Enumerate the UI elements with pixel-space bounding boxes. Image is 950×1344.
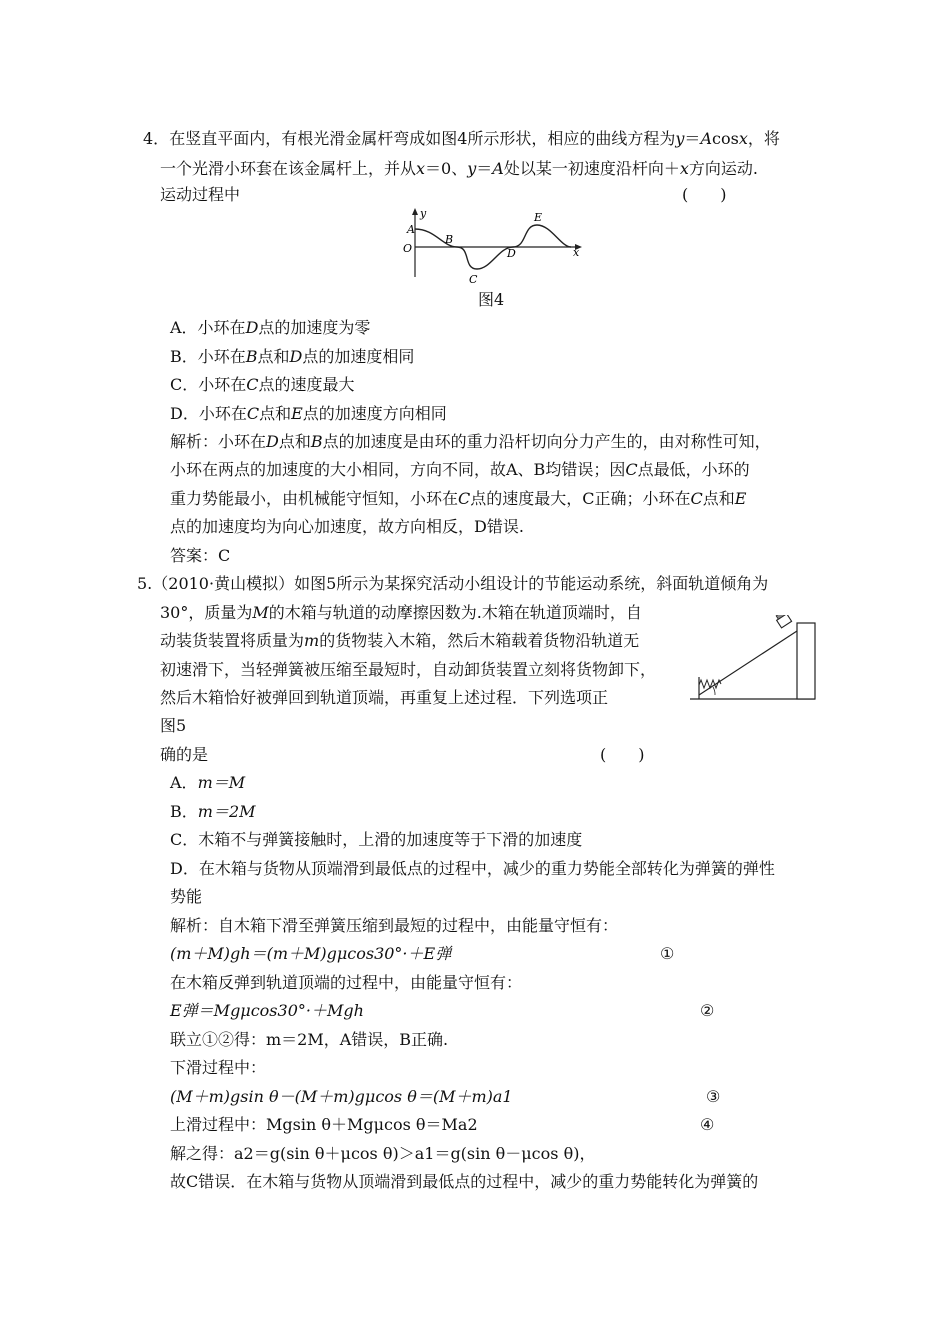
q5-option-b: B．m＝2M [170, 802, 256, 821]
label-E: E [534, 211, 543, 224]
q4-option-a: A．小环在D点的加速度为零 [170, 318, 371, 337]
label-O: O [403, 242, 413, 255]
q5-analysis-line-1: 解析：自木箱下滑至弹簧压缩到最短的过程中，由能量守恒有： [170, 916, 619, 935]
q5-equation-4-number: ④ [700, 1115, 715, 1134]
q5-equation-3: (M＋m)gsin θ－(M＋m)gμcos θ＝(M＋m)a1 [170, 1087, 513, 1106]
q5-equation-2-number: ② [700, 1001, 715, 1020]
label-C: C [469, 273, 478, 285]
figure-5-caption: 图5 [160, 716, 187, 735]
q5-line-7: 确的是 [160, 745, 209, 764]
q4-analysis-line-3: 重力势能最小，由机械能守恒知，小环在C点的速度最大，C正确；小环在C点和E [170, 489, 747, 508]
q5-line-5: 然后木箱恰好被弹回到轨道顶端，再重复上述过程．下列选项正 [160, 688, 609, 707]
q5-line-1: 5.（2010·黄山模拟）如图5所示为某探究活动小组设计的节能运动系统，斜面轨道倾角为 [137, 574, 769, 593]
q5-option-a: A．m＝M [170, 773, 246, 792]
q5-line-4: 初速滑下，当轻弹簧被压缩至最短时，自动卸货装置立刻将货物卸下， [160, 660, 657, 679]
q4-answer: 答案：C [170, 546, 231, 565]
q5-equation-1: (m＋M)gh＝(m＋M)gμcos30°·＋E弹 [170, 944, 452, 963]
label-x: x [573, 246, 580, 259]
q4-answer-bracket: ( ) [682, 185, 727, 204]
q5-equation-3-number: ③ [706, 1087, 721, 1106]
q5-analysis-line-4: 下滑过程中： [170, 1058, 267, 1077]
label-y: y [420, 207, 427, 220]
angle-arc [713, 687, 715, 695]
q5-equation-1-number: ① [660, 944, 675, 963]
incline-surface [699, 631, 797, 695]
figure-4-cosine-curve [395, 205, 585, 285]
q5-line-2: 30°，质量为M的木箱与轨道的动摩擦因数为.木箱在轨道顶端时，自 [160, 603, 642, 622]
q5-analysis-line-2: 在木箱反弹到轨道顶端的过程中，由能量守恒有： [170, 973, 523, 992]
q4-analysis-line-2: 小环在两点的加速度的大小相同，方向不同，故A、B均错误；因C点最低，小环的 [170, 460, 750, 479]
q4-analysis-line-4: 点的加速度均为向心加速度，故方向相反，D错误. [170, 517, 524, 536]
q4-option-d: D．小环在C点和E点的加速度方向相同 [170, 404, 447, 423]
figure-4-caption: 图4 [478, 290, 505, 309]
q4-option-b: B．小环在B点和D点的加速度相同 [170, 347, 415, 366]
spring [699, 680, 721, 688]
q4-line-3: 运动过程中 [160, 185, 241, 204]
label-D: D [507, 247, 516, 260]
q5-option-d-line-2: 势能 [170, 887, 203, 906]
q5-analysis-line-6: 故C错误．在木箱与货物从顶端滑到最低点的过程中，减少的重力势能转化为弹簧的 [170, 1172, 759, 1191]
q5-equation-4: 上滑过程中：Mgsin θ＋Mgμcos θ＝Ma2 [170, 1115, 478, 1134]
q5-option-c: C．木箱不与弹簧接触时，上滑的加速度等于下滑的加速度 [170, 830, 583, 849]
q5-answer-bracket: ( ) [600, 745, 645, 764]
label-A: A [407, 223, 415, 236]
q5-equation-2: E弹＝Mgμcos30°·＋Mgh [170, 1001, 364, 1020]
q5-analysis-line-5: 解之得：a2＝g(sin θ＋μcos θ)＞a1＝g(sin θ－μcos θ)， [170, 1144, 596, 1163]
q5-analysis-line-3: 联立①②得：m＝2M，A错误，B正确. [170, 1030, 449, 1049]
q4-analysis-line-1: 解析：小环在D点和B点的加速度是由环的重力沿杆切向分力产生的，由对称性可知， [170, 432, 771, 451]
q5-option-d-line-1: D．在木箱与货物从顶端滑到最低点的过程中，减少的重力势能全部转化为弹簧的弹性 [170, 859, 775, 878]
q5-line-3: 动装货装置将质量为m的货物装入木箱，然后木箱载着货物沿轨道无 [160, 631, 640, 650]
support-pillar [797, 623, 815, 699]
q4-line-1: 4．在竖直平面内，有根光滑金属杆弯成如图4所示形状，相应的曲线方程为y＝Acosx，将 [143, 129, 780, 148]
figure-5-incline-system [685, 615, 820, 705]
wooden-box [774, 615, 791, 628]
q4-line-2: 一个光滑小环套在该金属杆上，并从x＝0、y＝A处以某一初速度沿杆向＋x方向运动. [160, 159, 758, 178]
q4-option-c: C．小环在C点的速度最大 [170, 375, 355, 394]
label-B: B [445, 233, 454, 246]
